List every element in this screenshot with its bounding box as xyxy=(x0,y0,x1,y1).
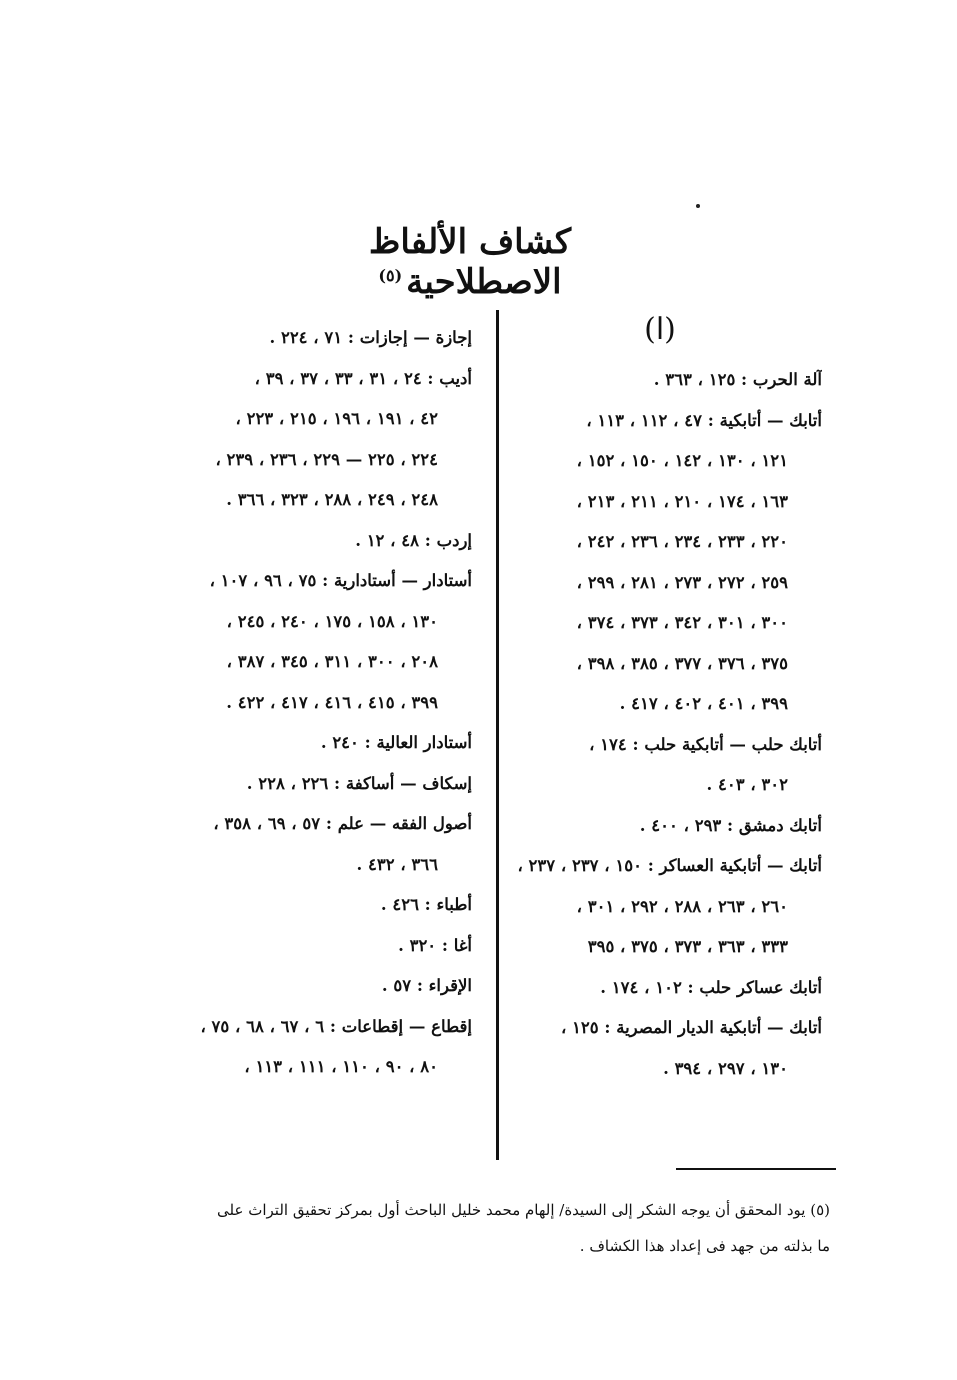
index-entry-continuation: ١٣٠ ، ٢٩٧ ، ٣٩٤ . xyxy=(663,1058,788,1078)
index-entry-continuation: ٣٣٣ ، ٣٦٣ ، ٣٧٣ ، ٣٧٥ ، ٣٩٥ xyxy=(587,937,788,956)
index-entry-continuation: ٣٩٩ ، ٤١٥ ، ٤١٦ ، ٤١٧ ، ٤٢٢ . xyxy=(226,692,438,712)
index-entry-continuation: ٣٦٦ ، ٤٣٢ . xyxy=(356,854,438,874)
footnote-line: (٥) يود المحقق أن يوجه الشكر إلى السيدة/ إلهام محمد خليل الباحث أول بمركز تحقيق التراث على xyxy=(217,1201,830,1219)
index-entry: إقطاع — إقطاعات : ٦ ، ٦٧ ، ٦٨ ، ٧٥ ، xyxy=(200,1016,472,1036)
index-column-left xyxy=(160,318,472,1088)
index-entry-continuation: ٢٥٩ ، ٢٧٢ ، ٢٧٣ ، ٢٨١ ، ٢٩٩ ، xyxy=(576,572,788,592)
index-entry-continuation: ٣٩٩ ، ٤٠١ ، ٤٠٢ ، ٤١٧ . xyxy=(619,694,788,713)
index-entry: إردب : ٤٨ ، ١٢ . xyxy=(355,530,472,550)
index-entry: أتابك دمشق : ٢٩٣ ، ٤٠٠ . xyxy=(639,815,822,835)
title-text: كشاف الألفاظ الاصطلاحية xyxy=(368,222,572,302)
page-title xyxy=(300,222,640,302)
index-column-right xyxy=(510,360,822,1089)
index-entry-continuation: ٣٧٥ ، ٣٧٦ ، ٣٧٧ ، ٣٨٥ ، ٣٩٨ ، xyxy=(576,653,788,673)
index-entry: أتابك — أتابكية العساكر : ١٥٠ ، ٢٣٧ ، ٢٣٧ ، xyxy=(517,856,822,875)
index-entry: إجازة — إجازات : ٧١ ، ٢٢٤ . xyxy=(269,328,472,347)
index-entry-continuation: ٣٠٢ ، ٤٠٣ . xyxy=(706,775,788,794)
index-entry-continuation: ٢٠٨ ، ٣٠٠ ، ٣١١ ، ٣٤٥ ، ٣٨٧ ، xyxy=(226,652,438,671)
index-entry-continuation: ٨٠ ، ٩٠ ، ١١٠ ، ١١١ ، ١١٣ ، xyxy=(244,1057,438,1076)
index-entry-continuation: ٢٤٨ ، ٢٤٩ ، ٢٨٨ ، ٣٢٣ ، ٣٦٦ . xyxy=(226,490,438,509)
index-entry-continuation: ٢٦٠ ، ٢٦٣ ، ٢٨٨ ، ٢٩٢ ، ٣٠١ ، xyxy=(576,896,788,916)
index-entry-continuation: ٢٢٠ ، ٢٣٣ ، ٢٣٤ ، ٢٣٦ ، ٢٤٢ ، xyxy=(576,532,788,551)
index-entry-continuation: ١٢١ ، ١٣٠ ، ١٤٢ ، ١٥٠ ، ١٥٢ ، xyxy=(576,451,788,470)
index-entry-continuation: ١٦٣ ، ١٧٤ ، ٢١٠ ، ٢١١ ، ٢١٣ ، xyxy=(576,491,788,511)
index-entry: أتابك — أتابكية الديار المصرية : ١٢٥ ، xyxy=(560,1018,822,1037)
index-entry: أغا : ٣٢٠ . xyxy=(398,935,472,955)
index-entry: أطباء : ٤٢٦ . xyxy=(380,895,472,914)
index-entry: أتابك عساكر حلب : ١٠٢ ، ١٧٤ . xyxy=(600,977,822,997)
index-entry: أديب : ٢٤ ، ٣١ ، ٣٣ ، ٣٧ ، ٣٩ ، xyxy=(254,368,472,388)
footnote xyxy=(150,1192,830,1264)
index-entry: أتابك حلب — أتابكية حلب : ١٧٤ ، xyxy=(589,734,822,754)
index-entry: الإقراء : ٥٧ . xyxy=(381,976,472,995)
index-entry: أصول الفقه — علم : ٥٧ ، ٦٩ ، ٣٥٨ ، xyxy=(213,814,472,833)
index-entry: أستادار — أستادارية : ٧٥ ، ٩٦ ، ١٠٧ ، xyxy=(209,571,472,590)
index-entry: آلة الحرب : ١٢٥ ، ٣٦٣ . xyxy=(653,370,822,389)
index-entry-continuation: ١٣٠ ، ١٥٨ ، ١٧٥ ، ٢٤٠ ، ٢٤٥ ، xyxy=(226,611,438,631)
footnote-line: ما بذلته من جهد فى إعداد هذا الكشاف . xyxy=(579,1237,830,1255)
index-entry: أستادار العالية : ٢٤٠ . xyxy=(320,733,472,752)
title-footnote-mark: (٥) xyxy=(378,265,403,285)
letter-heading: (ا) xyxy=(644,312,676,347)
column-divider xyxy=(496,310,499,1160)
index-entry: إسكاف — أساكفة : ٢٢٦ ، ٢٢٨ . xyxy=(246,773,472,793)
index-entry-continuation: ٢٢٤ ، ٢٢٥ — ٢٢٩ ، ٢٣٦ ، ٢٣٩ ، xyxy=(215,449,438,469)
footnote-rule xyxy=(676,1168,836,1170)
stray-dot xyxy=(696,204,700,208)
index-entry-continuation: ٣٠٠ ، ٣٠١ ، ٣٤٢ ، ٣٧٣ ، ٣٧٤ ، xyxy=(576,613,788,632)
index-entry: أتابك — أتابكية : ٤٧ ، ١١٢ ، ١١٣ ، xyxy=(586,410,822,430)
index-entry-continuation: ٤٢ ، ١٩١ ، ١٩٦ ، ٢١٥ ، ٢٢٣ ، xyxy=(235,409,438,428)
